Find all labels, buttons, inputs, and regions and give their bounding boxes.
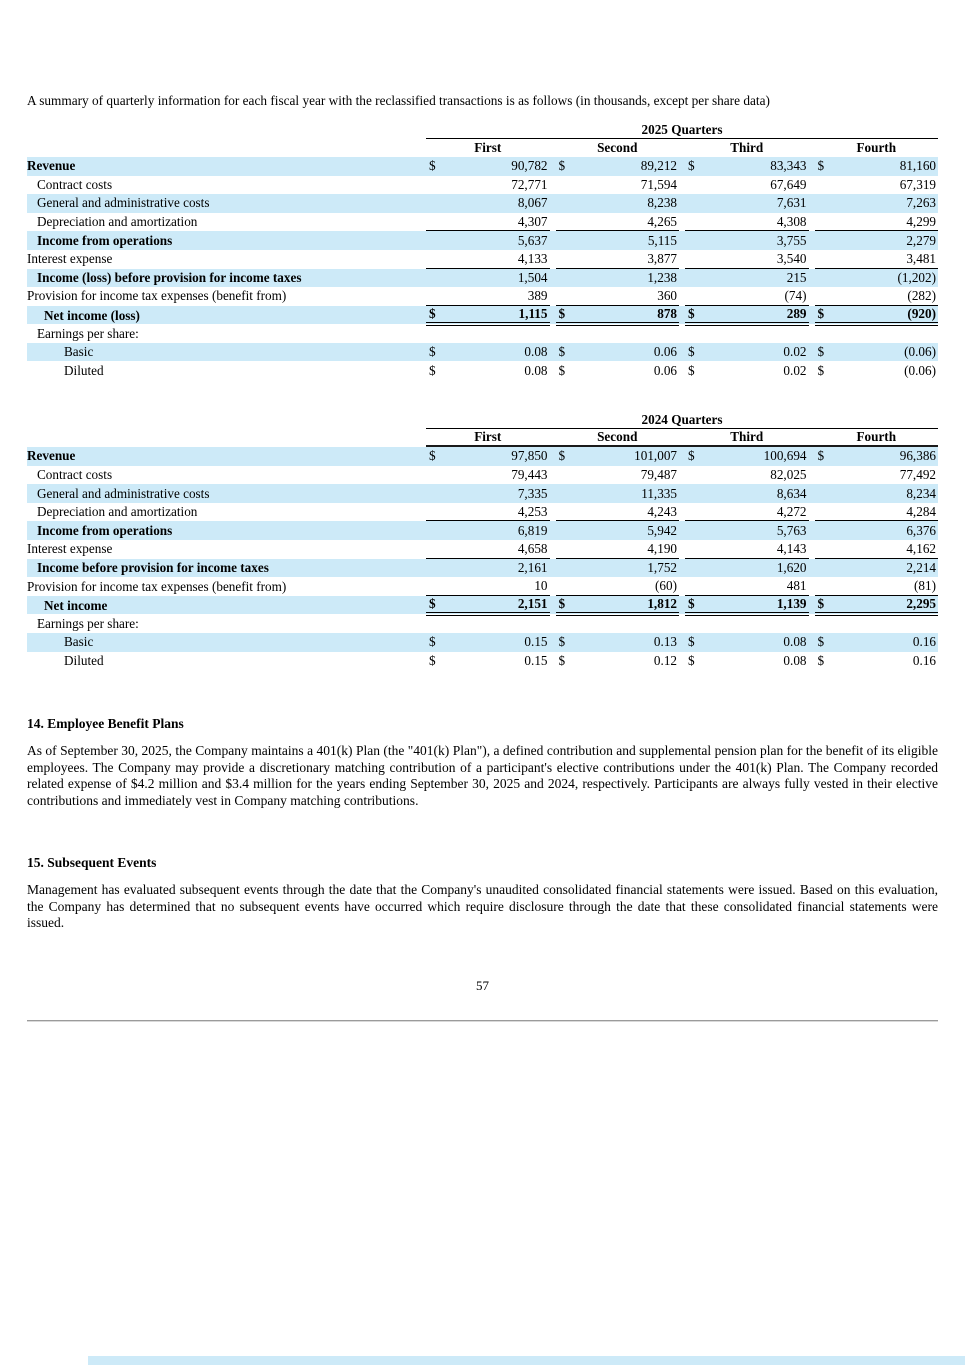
value-cell xyxy=(426,269,550,288)
value-cell xyxy=(556,596,680,616)
column-header: Second xyxy=(597,139,638,155)
quarterly-table-2024 xyxy=(27,411,938,670)
table-row xyxy=(27,540,938,559)
cell-value: (282) xyxy=(907,287,936,303)
row-label: Revenue xyxy=(27,158,76,174)
table-label-spacer xyxy=(27,139,420,157)
value-cell xyxy=(556,213,680,232)
dollar-sign: $ xyxy=(688,158,695,174)
dollar-sign: $ xyxy=(429,305,436,321)
value-cell xyxy=(685,250,809,269)
cell-value: 4,190 xyxy=(647,540,677,556)
value-cell xyxy=(815,577,939,596)
table-column-header-row xyxy=(27,139,938,157)
value-cell xyxy=(685,361,809,380)
cell-value: 4,272 xyxy=(776,503,807,519)
column-header: Fourth xyxy=(856,429,897,445)
value-cell xyxy=(685,577,809,596)
row-label: Provision for income tax expenses (benefit from) xyxy=(27,288,287,304)
cell-value: 89,212 xyxy=(640,158,677,174)
cell-value: 100,694 xyxy=(763,448,807,464)
value-cell xyxy=(815,633,939,652)
cell-value: 79,487 xyxy=(640,466,677,482)
value-cell xyxy=(685,447,809,466)
value-cell xyxy=(426,250,550,269)
cell-value: 0.16 xyxy=(912,634,936,650)
table-row xyxy=(27,194,938,213)
cell-value: 0.06 xyxy=(653,344,677,360)
value-cell xyxy=(815,269,939,288)
value-cell xyxy=(815,343,939,362)
cell-value: (60) xyxy=(655,578,677,594)
row-label: Basic xyxy=(64,634,94,650)
cell-value: 2,161 xyxy=(517,559,548,575)
cell-value: 0.06 xyxy=(653,362,677,378)
cell-value: 5,763 xyxy=(776,522,807,538)
table-row xyxy=(27,577,938,596)
cell-value: 215 xyxy=(786,269,807,285)
value-cell xyxy=(556,466,680,485)
cell-value: 1,238 xyxy=(647,269,677,285)
dollar-sign: $ xyxy=(429,595,436,611)
cell-value: 10 xyxy=(534,578,548,594)
row-label: Income from operations xyxy=(37,232,173,248)
value-cell xyxy=(556,324,680,343)
value-cell xyxy=(426,157,550,176)
value-cell xyxy=(556,306,680,326)
value-cell xyxy=(815,194,939,213)
value-cell xyxy=(815,306,939,326)
value-cell xyxy=(556,250,680,269)
value-cell xyxy=(685,269,809,288)
value-cell xyxy=(426,596,550,616)
row-label: Contract costs xyxy=(37,176,113,192)
cell-value: 389 xyxy=(527,287,548,303)
value-cell xyxy=(426,484,550,503)
value-cell xyxy=(426,343,550,362)
cell-value: 0.13 xyxy=(653,634,677,650)
table-row xyxy=(27,157,938,176)
value-cell xyxy=(426,231,550,250)
value-cell xyxy=(556,231,680,250)
dollar-sign: $ xyxy=(558,634,566,650)
value-cell xyxy=(426,361,550,380)
value-cell xyxy=(685,540,809,559)
cell-value: 3,481 xyxy=(906,250,936,266)
column-header: Third xyxy=(730,139,764,155)
row-label: Income from operations xyxy=(37,522,173,538)
cell-value: 8,238 xyxy=(647,195,677,211)
value-cell xyxy=(685,633,809,652)
cell-value: 4,658 xyxy=(517,540,548,556)
table-title-row xyxy=(27,411,938,429)
cell-value: 90,782 xyxy=(511,158,548,174)
cell-value: 289 xyxy=(786,305,807,321)
value-cell xyxy=(815,231,939,250)
dollar-sign: $ xyxy=(429,362,436,378)
cell-value: 8,634 xyxy=(776,485,807,501)
dollar-sign: $ xyxy=(688,362,695,378)
value-cell xyxy=(426,521,550,540)
cell-value: 4,143 xyxy=(776,540,807,556)
cell-value: 101,007 xyxy=(634,448,677,464)
value-cell xyxy=(426,447,550,466)
cell-value: 7,631 xyxy=(776,195,807,211)
row-label: Diluted xyxy=(64,362,104,378)
cell-value: 4,299 xyxy=(906,213,936,229)
cell-value: (81) xyxy=(914,578,936,594)
dollar-sign: $ xyxy=(558,448,566,464)
value-cell xyxy=(556,157,680,176)
cell-value: 81,160 xyxy=(899,158,936,174)
table-row xyxy=(27,306,938,325)
cell-value: 878 xyxy=(657,305,677,321)
value-cell xyxy=(815,447,939,466)
dollar-sign: $ xyxy=(817,634,825,650)
cell-value: 3,755 xyxy=(776,232,807,248)
dollar-sign: $ xyxy=(429,344,436,360)
dollar-sign: $ xyxy=(688,595,695,611)
table-row xyxy=(27,231,938,250)
cell-value: 4,265 xyxy=(647,213,677,229)
column-header: First xyxy=(474,139,502,155)
cell-value: 0.08 xyxy=(524,362,548,378)
value-cell xyxy=(426,540,550,559)
table-row xyxy=(27,559,938,578)
table-row xyxy=(27,250,938,269)
table-row xyxy=(27,343,938,362)
cell-value: 0.02 xyxy=(783,362,807,378)
cell-value: 6,819 xyxy=(517,522,548,538)
value-cell xyxy=(815,614,939,633)
value-cell xyxy=(556,652,680,671)
value-cell xyxy=(426,503,550,522)
column-header: Third xyxy=(730,429,764,445)
row-label: Net income (loss) xyxy=(44,307,140,323)
value-cell xyxy=(556,614,680,633)
cell-value: 0.08 xyxy=(783,634,807,650)
dollar-sign: $ xyxy=(817,158,825,174)
value-cell xyxy=(685,466,809,485)
value-cell xyxy=(815,176,939,195)
cell-value: 72,771 xyxy=(511,176,548,192)
dollar-sign: $ xyxy=(429,158,436,174)
intro-text: A summary of quarterly information for each fiscal year with the reclassified transactions is as follows (in thousands, except per share data) xyxy=(27,93,770,108)
row-label: Earnings per share: xyxy=(37,325,139,341)
value-cell xyxy=(815,596,939,616)
table-row xyxy=(27,447,938,466)
value-cell xyxy=(556,194,680,213)
cell-value: (0.06) xyxy=(904,344,936,360)
cell-value: 4,133 xyxy=(517,250,548,266)
table-row xyxy=(27,614,938,633)
dollar-sign: $ xyxy=(688,305,695,321)
footer-divider xyxy=(27,1020,938,1022)
section-heading-subsequent-events: 15. Subsequent Events xyxy=(27,855,157,871)
cell-value: 67,319 xyxy=(899,176,936,192)
value-cell xyxy=(815,361,939,380)
value-cell xyxy=(426,287,550,306)
cell-value: 11,335 xyxy=(641,485,677,501)
value-cell xyxy=(685,559,809,578)
cell-value: 4,308 xyxy=(776,213,807,229)
value-cell xyxy=(556,503,680,522)
table-row xyxy=(27,596,938,615)
cell-value: 2,279 xyxy=(906,232,936,248)
cell-value: 1,620 xyxy=(776,559,807,575)
cell-value: 4,284 xyxy=(906,503,936,519)
table-title: 2024 Quarters xyxy=(426,411,938,429)
bottom-highlight-bar xyxy=(88,1356,965,1365)
cell-value: 8,234 xyxy=(906,485,936,501)
dollar-sign: $ xyxy=(429,634,436,650)
value-cell xyxy=(426,577,550,596)
value-cell xyxy=(556,521,680,540)
value-cell xyxy=(556,343,680,362)
cell-value: 0.02 xyxy=(783,344,807,360)
cell-value: 0.12 xyxy=(653,652,677,668)
value-cell xyxy=(426,466,550,485)
cell-value: 2,214 xyxy=(906,559,936,575)
value-cell xyxy=(556,447,680,466)
table-row xyxy=(27,324,938,343)
value-cell xyxy=(426,324,550,343)
table-row xyxy=(27,466,938,485)
cell-value: 4,243 xyxy=(647,503,677,519)
dollar-sign: $ xyxy=(817,305,825,321)
dollar-sign: $ xyxy=(558,595,566,611)
cell-value: 1,504 xyxy=(517,269,548,285)
cell-value: 83,343 xyxy=(770,158,807,174)
cell-value: 0.15 xyxy=(524,634,548,650)
row-label: Diluted xyxy=(64,652,104,668)
value-cell xyxy=(815,540,939,559)
value-cell xyxy=(815,466,939,485)
value-cell xyxy=(685,521,809,540)
row-label: Net income xyxy=(44,597,108,613)
row-label: Contract costs xyxy=(37,466,113,482)
row-label: Provision for income tax expenses (benefit from) xyxy=(27,578,287,594)
value-cell xyxy=(685,484,809,503)
section-heading-employee-benefit-plans: 14. Employee Benefit Plans xyxy=(27,716,184,732)
table-row xyxy=(27,633,938,652)
dollar-sign: $ xyxy=(688,344,695,360)
section-paragraph-employee-benefit-plans: As of September 30, 2025, the Company maintains a 401(k) Plan (the "401(k) Plan"), a defined contribution and supplemental pension plan for the benefit of its eligible employees. The Company may provide a discretionary matching contribution of a participant's elective contributions under the 401(k) Plan. The Company recorded related expense of $4.2 million and $3.4 million for the years ending September 30, 2025 and 2024, respectively. Participants are always fully vested in their elective contributions and immediately vest in Company matching contributions. xyxy=(27,743,938,808)
dollar-sign: $ xyxy=(688,652,695,668)
cell-value: 1,752 xyxy=(647,559,677,575)
quarterly-table-2025 xyxy=(27,121,938,380)
value-cell xyxy=(685,231,809,250)
table-label-spacer xyxy=(27,121,420,139)
value-cell xyxy=(685,194,809,213)
cell-value: (0.06) xyxy=(904,362,936,378)
table-row xyxy=(27,503,938,522)
value-cell xyxy=(426,614,550,633)
dollar-sign: $ xyxy=(817,362,825,378)
cell-value: 1,139 xyxy=(776,595,807,611)
column-header: Second xyxy=(597,429,638,445)
value-cell xyxy=(815,213,939,232)
cell-value: 97,850 xyxy=(511,448,548,464)
value-cell xyxy=(685,324,809,343)
table-title: 2025 Quarters xyxy=(426,121,938,139)
value-cell xyxy=(685,157,809,176)
cell-value: 96,386 xyxy=(899,448,936,464)
column-header-group xyxy=(426,429,938,447)
row-label: Revenue xyxy=(27,448,76,464)
dollar-sign: $ xyxy=(558,344,566,360)
dollar-sign: $ xyxy=(688,448,695,464)
cell-value: 67,649 xyxy=(770,176,807,192)
table-column-header-row xyxy=(27,429,938,447)
cell-value: 7,335 xyxy=(517,485,548,501)
dollar-sign: $ xyxy=(558,305,566,321)
value-cell xyxy=(685,503,809,522)
cell-value: 0.15 xyxy=(524,652,548,668)
value-cell xyxy=(426,559,550,578)
row-label: Income (loss) before provision for income taxes xyxy=(37,269,302,285)
column-header: Fourth xyxy=(856,139,897,155)
cell-value: (920) xyxy=(907,305,936,321)
cell-value: 481 xyxy=(786,578,807,594)
table-row xyxy=(27,213,938,232)
value-cell xyxy=(685,287,809,306)
cell-value: 0.08 xyxy=(783,652,807,668)
row-label: Basic xyxy=(64,344,94,360)
column-header: First xyxy=(474,429,502,445)
section-paragraph-subsequent-events: Management has evaluated subsequent events through the date that the Company's unaudited consolidated financial statements were issued. Based on this evaluation, the Company has determined that no subsequent events have occurred which require disclosure through the date that these consolidated financial statements were issued. xyxy=(27,882,938,931)
value-cell xyxy=(685,306,809,326)
dollar-sign: $ xyxy=(558,158,566,174)
cell-value: 4,162 xyxy=(906,540,936,556)
cell-value: 1,115 xyxy=(518,305,548,321)
cell-value: 0.16 xyxy=(912,652,936,668)
cell-value: 5,637 xyxy=(517,232,548,248)
cell-value: 77,492 xyxy=(899,466,936,482)
table-title-row xyxy=(27,121,938,139)
table-label-spacer xyxy=(27,411,420,429)
table-row xyxy=(27,652,938,671)
value-cell xyxy=(426,306,550,326)
cell-value: 6,376 xyxy=(906,522,936,538)
value-cell xyxy=(556,540,680,559)
value-cell xyxy=(556,287,680,306)
cell-value: 2,151 xyxy=(517,595,548,611)
value-cell xyxy=(685,614,809,633)
value-cell xyxy=(815,157,939,176)
row-label: General and administrative costs xyxy=(37,195,210,211)
dollar-sign: $ xyxy=(688,634,695,650)
dollar-sign: $ xyxy=(558,362,566,378)
value-cell xyxy=(426,194,550,213)
page-number: 57 xyxy=(476,978,489,994)
dollar-sign: $ xyxy=(817,448,825,464)
dollar-sign: $ xyxy=(558,652,566,668)
value-cell xyxy=(815,559,939,578)
cell-value: 3,877 xyxy=(647,250,677,266)
cell-value: 3,540 xyxy=(776,250,807,266)
cell-value: 79,443 xyxy=(511,466,548,482)
cell-value: 2,295 xyxy=(906,595,936,611)
column-header-group xyxy=(426,139,938,157)
value-cell xyxy=(426,652,550,671)
cell-value: 8,067 xyxy=(517,195,548,211)
value-cell xyxy=(556,577,680,596)
value-cell xyxy=(815,484,939,503)
value-cell xyxy=(556,269,680,288)
value-cell xyxy=(426,633,550,652)
cell-value: 82,025 xyxy=(770,466,807,482)
table-label-spacer xyxy=(27,429,420,447)
value-cell xyxy=(815,287,939,306)
value-cell xyxy=(556,633,680,652)
dollar-sign: $ xyxy=(817,595,825,611)
cell-value: 360 xyxy=(657,287,677,303)
row-label: Depreciation and amortization xyxy=(37,504,198,520)
cell-value: 4,307 xyxy=(517,213,548,229)
value-cell xyxy=(815,521,939,540)
row-label: Earnings per share: xyxy=(37,615,139,631)
cell-value: (1,202) xyxy=(897,269,936,285)
value-cell xyxy=(685,652,809,671)
value-cell xyxy=(685,343,809,362)
cell-value: 1,812 xyxy=(647,595,677,611)
table-row xyxy=(27,287,938,306)
dollar-sign: $ xyxy=(817,344,825,360)
value-cell xyxy=(556,361,680,380)
cell-value: 7,263 xyxy=(906,195,936,211)
value-cell xyxy=(426,176,550,195)
value-cell xyxy=(685,596,809,616)
table-row xyxy=(27,361,938,380)
value-cell xyxy=(815,652,939,671)
row-label: Interest expense xyxy=(27,541,113,557)
value-cell xyxy=(556,559,680,578)
value-cell xyxy=(556,176,680,195)
cell-value: (74) xyxy=(784,287,807,303)
table-row xyxy=(27,521,938,540)
value-cell xyxy=(685,176,809,195)
cell-value: 5,942 xyxy=(647,522,677,538)
value-cell xyxy=(685,213,809,232)
table-row xyxy=(27,176,938,195)
value-cell xyxy=(556,484,680,503)
table-row xyxy=(27,484,938,503)
row-label: Income before provision for income taxes xyxy=(37,559,269,575)
dollar-sign: $ xyxy=(429,448,436,464)
cell-value: 5,115 xyxy=(647,232,677,248)
cell-value: 71,594 xyxy=(640,176,677,192)
dollar-sign: $ xyxy=(429,652,436,668)
cell-value: 4,253 xyxy=(517,503,548,519)
row-label: General and administrative costs xyxy=(37,485,210,501)
value-cell xyxy=(815,324,939,343)
row-label: Interest expense xyxy=(27,251,113,267)
row-label: Depreciation and amortization xyxy=(37,214,198,230)
cell-value: 0.08 xyxy=(524,344,548,360)
dollar-sign: $ xyxy=(817,652,825,668)
table-row xyxy=(27,269,938,288)
value-cell xyxy=(815,250,939,269)
value-cell xyxy=(426,213,550,232)
value-cell xyxy=(815,503,939,522)
